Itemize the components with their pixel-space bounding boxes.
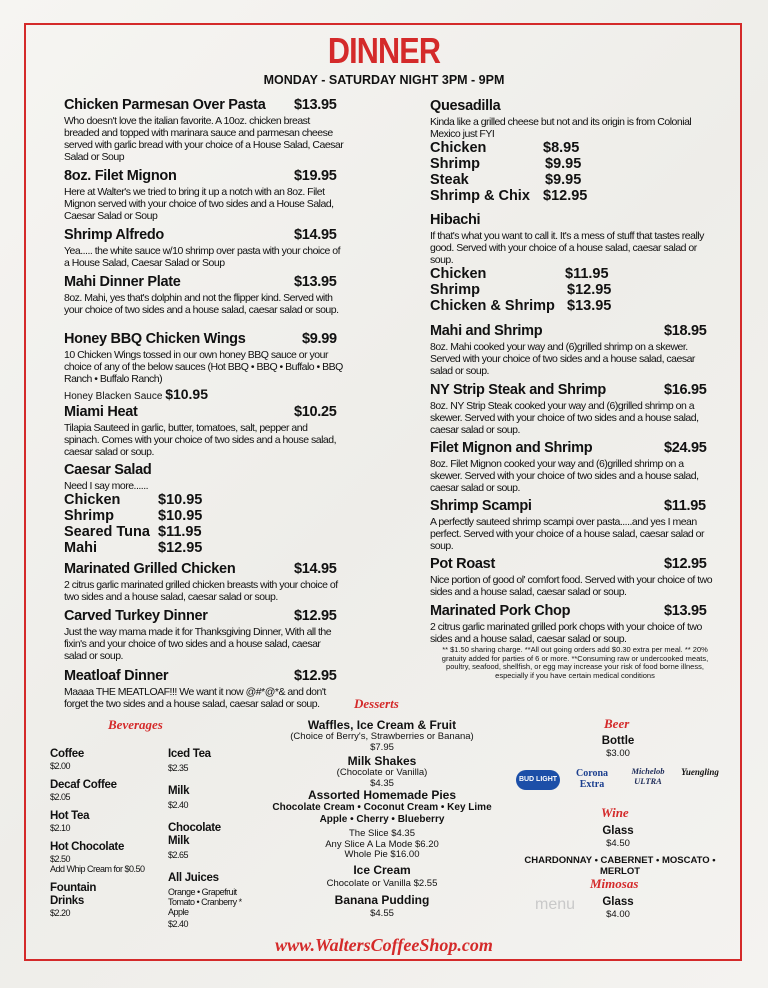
beverage-milk: Milk $2.40 <box>168 785 190 810</box>
menu-item-pork-chop <box>430 603 715 645</box>
item-description: Kinda like a grilled cheese but not and its origin is from Colonial Mexico just FYI <box>430 116 692 140</box>
desserts-heading: Desserts <box>354 696 399 711</box>
option-row: Shrimp & Chix $12.95 <box>430 188 588 204</box>
item-price: $12.95 <box>294 608 337 624</box>
menu-item-caesar-salad <box>64 462 344 556</box>
menu-item-filet-mignon <box>64 168 344 222</box>
item-description: 8oz. Filet Mignon cooked your way and (6)grilled shrimp on a skewer. Served with your choice of two sides and a house salad, caesar salad or soup. <box>430 458 699 494</box>
beverage-hot-tea: Hot Tea $2.10 <box>50 810 90 833</box>
item-description: Nice portion of good ol' comfort food. Served with your choice of two sides and a house salad, caesar salad or soup. <box>430 574 713 598</box>
yuengling-logo: Yuengling <box>681 767 719 777</box>
option-row: Mahi $12.95 <box>64 540 203 556</box>
menu-item-turkey-dinner <box>64 608 344 662</box>
item-price: $19.95 <box>294 168 337 184</box>
dessert-waffles: Waffles, Ice Cream & Fruit (Choice of Berry's, Strawberries or Banana) $7.95 <box>290 718 474 753</box>
item-price: $16.95 <box>664 382 707 398</box>
item-name: Mahi and Shrimp <box>430 323 543 339</box>
extra-label: Honey Blacken Sauce <box>64 391 163 402</box>
item-description: 8oz. Mahi cooked your way and (6)grilled shrimp on a skewer. Served with your choice of two sides and a house salad, caesar salad or soup. <box>430 341 695 377</box>
mimosas-heading: Mimosas <box>590 876 639 891</box>
option-row: Shrimp $10.95 <box>64 508 203 524</box>
dessert-ice-cream: Ice Cream Chocolate or Vanilla $2.55 <box>326 863 438 889</box>
item-price: $12.95 <box>664 556 707 572</box>
beverage-iced-tea: Iced Tea $2.35 <box>168 748 211 773</box>
item-description: 10 Chicken Wings tossed in our own honey BBQ sauce or your choice of any of the below sauces (Hot BBQ • BBQ • Buffalo • BBQ Ranch • Buffalo Ranch) <box>64 349 343 385</box>
item-description: A perfectly sauteed shrimp scampi over pasta.....and yes I mean perfect. Served with your choice of a house salad, caesar salad or soup. <box>430 516 705 552</box>
item-name: Filet Mignon and Shrimp <box>430 440 593 456</box>
menu-item-mahi-shrimp <box>430 323 715 377</box>
item-name: Pot Roast <box>430 556 495 572</box>
extra-price: $10.95 <box>165 386 209 402</box>
beverage-fountain: Fountain Drinks $2.20 <box>50 882 97 918</box>
menu-item-miami-heat <box>64 404 344 458</box>
menu-item-pot-roast <box>430 556 715 598</box>
item-name: NY Strip Steak and Shrimp <box>430 382 606 398</box>
beer-bottle: Bottle $3.00 <box>601 735 635 759</box>
menu-item-shrimp-alfredo <box>64 227 344 269</box>
bud-light-logo: BUD LIGHT <box>516 770 560 790</box>
item-description: 2 citrus garlic marinated grilled chicken breasts with your choice of two sides and a house salad, caesar salad or soup. <box>64 579 338 603</box>
item-description: Just the way mama made it for Thanksgiving Dinner, With all the fixin's and your choice of two sides and a house salad, caesar salad or soup. <box>64 626 332 662</box>
item-description: Tilapia Sauteed in garlic, butter, tomatoes, salt, pepper and spinach. Comes with your choice of two sides and a house salad, caesar salad or soup. <box>64 422 337 458</box>
item-name: Mahi Dinner Plate <box>64 274 181 290</box>
wine-glass: Glass $4.50 <box>602 825 634 849</box>
menu-hours: MONDAY - SATURDAY NIGHT 3PM - 9PM <box>263 73 505 87</box>
menu-item-meatloaf <box>64 668 346 710</box>
beverage-chocolate-milk: Chocolate Milk $2.65 <box>168 822 221 860</box>
menu-item-shrimp-scampi <box>430 498 715 552</box>
wine-heading: Wine <box>601 805 629 820</box>
menu-item-quesadilla <box>430 98 715 204</box>
item-description: Need I say more...... <box>64 480 149 492</box>
option-row: Shrimp $12.95 <box>430 282 612 298</box>
item-price: $13.95 <box>664 603 707 619</box>
item-name: 8oz. Filet Mignon <box>64 168 177 184</box>
item-price: $14.95 <box>294 227 337 243</box>
item-description: 8oz. Mahi, yes that's dolphin and not the flipper kind. Served with your choice of two sides and a house salad, caesar salad or soup. <box>64 292 339 316</box>
beverages-heading: Beverages <box>108 717 163 732</box>
item-name: Caesar Salad <box>64 462 152 478</box>
menu-item-chicken-parmesan <box>64 97 344 163</box>
item-name: Carved Turkey Dinner <box>64 608 208 624</box>
item-description: Yea..... the white sauce w/10 shrimp over pasta with your choice of a House Salad, Caesar Salad or Soup <box>64 245 341 269</box>
item-price: $10.25 <box>294 404 337 420</box>
item-name: Meatloaf Dinner <box>64 668 169 684</box>
item-name: Shrimp Scampi <box>430 498 532 514</box>
menu-item-grilled-chicken <box>64 561 344 603</box>
item-description: If that's what you want to call it. It's a mess of stuff that tastes really good. Served with your choice of a house salad, caesar salad or soup. <box>430 230 704 266</box>
dessert-milk-shakes: Milk Shakes (Chocolate or Vanilla) $4.35 <box>336 754 428 789</box>
option-row: Steak $9.95 <box>430 172 582 188</box>
item-name: Quesadilla <box>430 98 501 114</box>
item-price: $13.95 <box>294 274 337 290</box>
watermark: menu <box>535 896 576 913</box>
dessert-banana-pudding: Banana Pudding $4.55 <box>334 893 430 919</box>
item-price: $18.95 <box>664 323 707 339</box>
michelob-logo: Michelob ULTRA <box>631 766 665 786</box>
option-row: Chicken $8.95 <box>430 140 580 156</box>
option-row: Shrimp $9.95 <box>430 156 582 172</box>
item-description: Here at Walter's we tried to bring it up a notch with an 8oz. Filet Mignon served with your choice of two sides and a House Salad, Caesar Salad or Soup <box>64 186 334 222</box>
item-description: Maaaa THE MEATLOAF!!! We want it now @#*@*& and don't forget the two sides and a house salad, caesar salad or soup. <box>64 686 326 710</box>
menu-title: DINNER <box>327 30 441 71</box>
item-name: Shrimp Alfredo <box>64 227 164 243</box>
item-name: Marinated Grilled Chicken <box>64 561 236 577</box>
corona-logo: Corona Extra <box>575 768 609 790</box>
beverage-hot-chocolate: Hot Chocolate $2.50 Add Whip Cream for $0.50 <box>50 841 145 874</box>
item-name: Miami Heat <box>64 404 138 420</box>
option-row: Chicken $11.95 <box>430 266 609 282</box>
option-row: Chicken & Shrimp $13.95 <box>430 298 612 314</box>
menu-item-bbq-wings <box>64 331 344 402</box>
beer-heading: Beer <box>604 716 630 731</box>
menu-item-hibachi <box>430 212 715 314</box>
policy-notes: ** $1.50 sharing charge. **All out going orders add $0.30 extra per meal. ** 20% gratuity added for parties of 6 or more. **Consuming raw or undercooked meats, poultry, seafood, shellfish, or egg may increase your risk of food borne illness, especially if you have certain medical conditions <box>441 645 709 680</box>
item-name: Marinated Pork Chop <box>430 603 571 619</box>
item-price: $14.95 <box>294 561 337 577</box>
honey-blacken-line <box>64 386 344 402</box>
mimosa-glass: Glass $4.00 <box>602 896 634 920</box>
website-link[interactable]: www.WaltersCoffeeShop.com <box>275 935 493 955</box>
item-price: $11.95 <box>664 498 706 514</box>
item-description: Who doesn't love the italian favorite. A 10oz. chicken breast breaded and topped with marinara sauce and parmesan cheese served with garlic bread with your choice of a House Salad, Caesar Salad or Soup <box>64 115 344 163</box>
menu-item-filet-shrimp <box>430 440 715 494</box>
item-price: $24.95 <box>664 440 707 456</box>
wine-varietals: CHARDONNAY • CABERNET • MOSCATO • MERLOT <box>524 855 716 877</box>
option-row: Seared Tuna $11.95 <box>64 524 202 540</box>
beverage-decaf: Decaf Coffee $2.05 <box>50 779 117 802</box>
dessert-pies: Assorted Homemade Pies Chocolate Cream • Coconut Cream • Key Lime Apple • Cherry • Blueberry The Slice $4.35 Any Slice A La Mode $6.20 Whole Pie $16.00 <box>272 788 492 860</box>
beverage-juices: All Juices Orange • Grapefruit Tomato • Cranberry * Apple $2.40 <box>168 872 242 929</box>
item-description: 8oz. NY Strip Steak cooked your way and (6)grilled shrimp on a skewer. Served with your choice of two sides and a house salad, caesar salad or soup. <box>430 400 699 436</box>
item-name: Hibachi <box>430 212 481 228</box>
item-name: Chicken Parmesan Over Pasta <box>64 97 266 113</box>
menu-item-mahi-dinner <box>64 274 344 316</box>
beverage-coffee: Coffee $2.00 <box>50 748 84 771</box>
item-price: $9.99 <box>302 331 337 347</box>
item-description: 2 citrus garlic marinated grilled pork chops with your choice of two sides and a house salad, caesar salad or soup. <box>430 621 702 645</box>
menu-item-ny-strip-shrimp <box>430 382 715 436</box>
item-name: Honey BBQ Chicken Wings <box>64 331 246 347</box>
item-price: $12.95 <box>294 668 337 684</box>
item-price: $13.95 <box>294 97 337 113</box>
option-row: Chicken $10.95 <box>64 492 203 508</box>
